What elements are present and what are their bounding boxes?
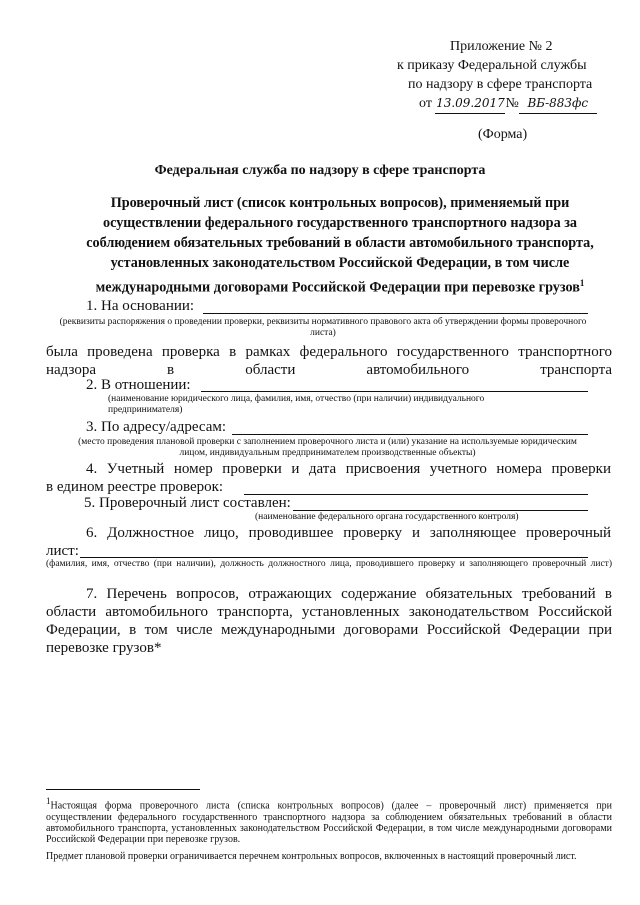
item-1-continuation: была проведена проверка в рамках федерального государственного транспортного надзора в области автомобильного транспорта <box>46 344 612 378</box>
agency-title: Федеральная служба по надзору в сфере транспорта <box>154 163 486 178</box>
item-5-fill-line <box>293 510 588 511</box>
checklist-title-text: Проверочный лист (список контрольных вопросов), применяемый при осуществлении федерального государственного транспортного надзора за соблюдением обязательных требований в области автомобильного транспорта, установленных законодательством Российской Федерации, в том числе международными договорами Российской Федерации при перевозке грузов <box>86 195 594 296</box>
item-6-line-1: 6. Должностное лицо, проводившее проверку и заполняющее проверочный <box>86 525 611 541</box>
item-4-fill-line <box>244 494 588 495</box>
item-6-line-2: лист: <box>46 543 79 559</box>
item-2-fill-line <box>201 391 588 392</box>
order-date: 13.09.2017 <box>436 96 505 110</box>
footnote-text-2: Предмет плановой проверки ограничивается перечнем контрольных вопросов, включенных в настоящий проверочный лист. <box>46 851 577 862</box>
item-7-text: 7. Перечень вопросов, отражающих содержание обязательных требований в области автомобильного транспорта, установленных законодательством Российской Федерации, в том числе международными договорами Российской Федерации при перевозке грузов* <box>46 586 612 656</box>
item-4-line-2: в едином реестре проверок: <box>46 479 224 495</box>
item-5-label: 5. Проверочный лист составлен: <box>84 495 291 511</box>
order-date-line <box>419 94 597 114</box>
item-6-fill-line <box>80 557 588 558</box>
item-6-note: (фамилия, имя, отчество (при наличии), должность должностного лица, проводившего проверку и заполняющего проверочный лист) <box>46 559 612 569</box>
footnote-text <box>46 796 612 846</box>
item-1-fill-line <box>203 313 588 314</box>
footnote-body: Настоящая форма проверочного листа (списка контрольных вопросов) (далее – проверочный лист) применяется при осуществлении федерального государственного транспортного надзора за соблюдением обязательных требований в области автомобильного транспорта, установленных законодательством Российской Федерации, в том числе международными договорами Российской Федерации при перевозке грузов. <box>46 800 612 846</box>
order-line-2: по надзору в сфере транспорта <box>408 77 593 92</box>
item-1-label: 1. На основании: <box>86 298 195 314</box>
checklist-title <box>72 193 608 298</box>
order-date-prefix: от <box>419 96 432 111</box>
item-2-note: (наименование юридического лица, фамилия, имя, отчество (при наличии) индивидуального предпринимателя) <box>108 394 485 415</box>
item-5-note: (наименование федерального органа государственного контроля) <box>255 512 519 522</box>
order-number-sign: № <box>505 96 519 111</box>
order-number-field <box>519 94 597 114</box>
item-3-note: (место проведения плановой проверки с заполнением проверочного листа и (или) указание на используемые юридическим лицом, индивидуальным предпринимателем производственные объекты) <box>78 437 577 458</box>
form-label: (Форма) <box>478 127 528 142</box>
item-2-label: 2. В отношении: <box>86 377 191 393</box>
item-3-fill-line <box>232 434 588 435</box>
item-1-note: (реквизиты распоряжения о проведении проверки, реквизиты нормативного правового акта об утверждении формы проверочного листа) <box>59 317 587 338</box>
item-3-label: 3. По адресу/адресам: <box>86 419 227 435</box>
footnote-mark: 1 <box>46 796 51 806</box>
footnote-separator <box>46 789 200 790</box>
order-number: ВБ-883фс <box>527 96 589 110</box>
appendix-label: Приложение № 2 <box>450 39 553 54</box>
item-4-line-1: 4. Учетный номер проверки и дата присвоения учетного номера проверки <box>86 461 611 477</box>
order-date-field <box>435 94 505 114</box>
title-footnote-mark: 1 <box>579 278 585 288</box>
order-line-1: к приказу Федеральной службы <box>397 58 587 73</box>
